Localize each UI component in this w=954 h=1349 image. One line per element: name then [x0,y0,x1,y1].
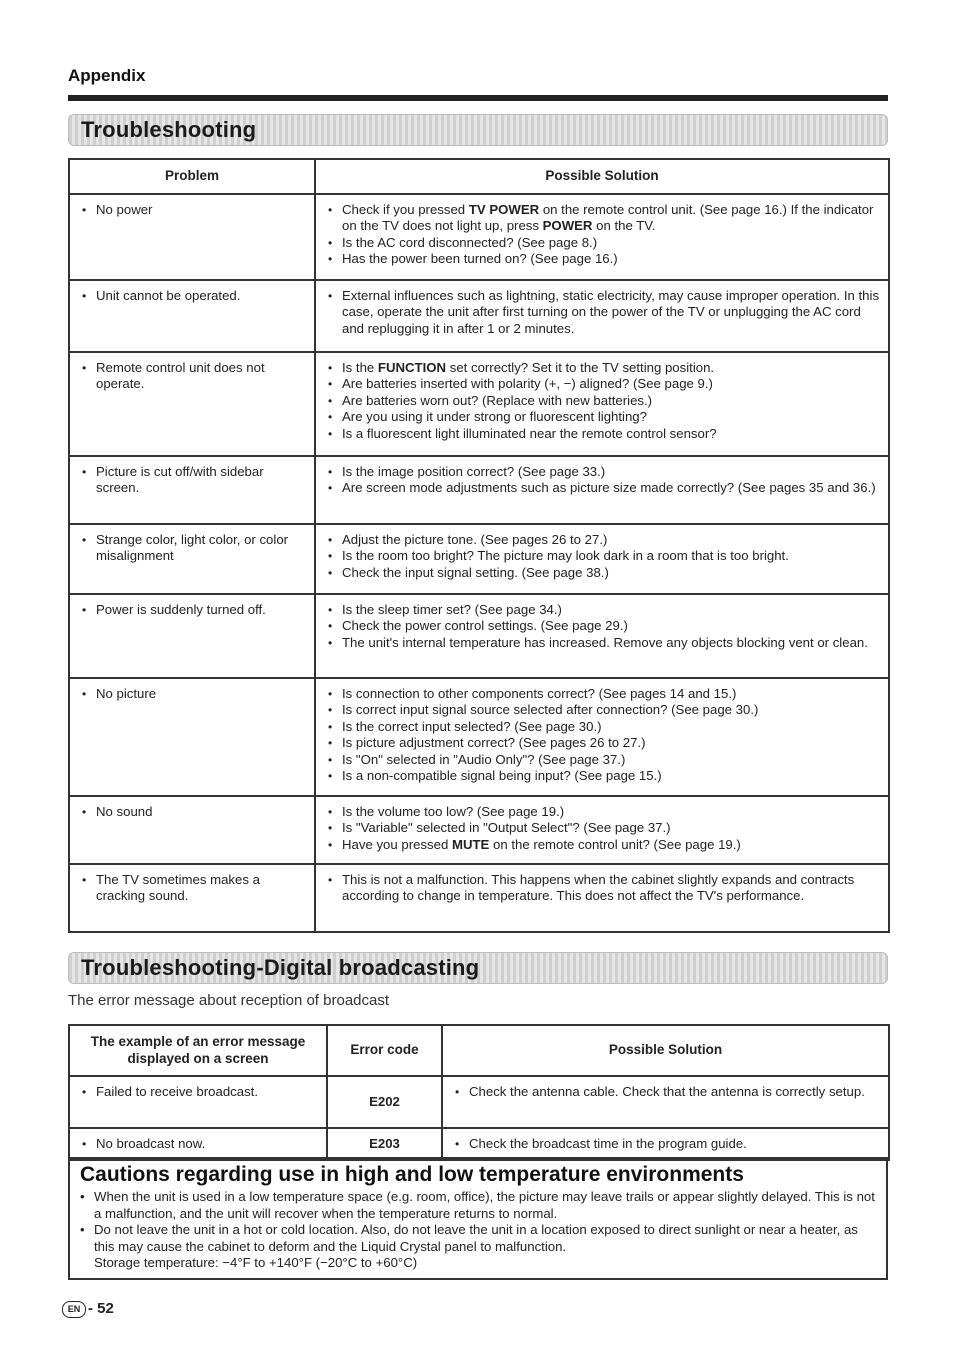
solution-text: Are batteries worn out? (Replace with new batteries.) [342,392,653,408]
table-row [69,594,889,678]
error-code-column-header: Error code [327,1025,442,1076]
solution-item [322,602,882,619]
section-header: Appendix [68,66,146,85]
solution-text: set correctly? Set it to the TV setting position. [446,359,715,375]
caution-title: Cautions regarding use in high and low temperature environments [80,1163,744,1186]
example-cell [69,1128,327,1160]
solution-text: Check the power control settings. (See page 29.) [342,618,628,633]
caution-box [68,1157,888,1280]
solution-text: Is picture adjustment correct? (See pages 26 to 27.) [342,735,646,750]
table-row [69,1128,889,1160]
solution-item [322,735,882,752]
problem-text: • Strange color, light color, or color misalignment [76,532,308,565]
problem-cell [69,456,315,524]
solution-text: Is the [342,359,378,375]
table-row [69,194,889,280]
solution-text: This is not a malfunction. This happens when the cabinet slightly expands and contracts according to change in temperature. This does not affect the TV's performance. [342,871,855,903]
solution-item [322,376,882,393]
solution-text: Is a fluorescent light illuminated near the remote control sensor? [342,425,717,441]
problem-text: • No sound [76,804,308,821]
problem-text: • Unit cannot be operated. [76,288,308,305]
solution-text: Is a non-compatible signal being input? (See page 15.) [342,768,662,783]
error-code-cell: E203 [327,1128,442,1160]
solution-text: Is correct input signal source selected after connection? (See page 30.) [342,702,759,717]
solution-cell [315,796,889,864]
solution-item [322,618,882,635]
solution-text: Is "On" selected in "Audio Only"? (See page 37.) [342,751,626,767]
digital-solution-cell [442,1076,889,1128]
problem-text: • No power [76,202,308,219]
solution-text: Have you pressed [342,836,452,852]
solution-item [322,288,882,338]
problem-cell [69,194,315,280]
digital-rows [69,1076,889,1160]
digital-title: Troubleshooting-Digital broadcasting [81,955,480,980]
header-rule [68,95,888,101]
problem-cell [69,524,315,594]
table-row [69,678,889,796]
example-column-header: The example of an error message displayed on a screen [69,1025,327,1076]
button-name: FUNCTION [377,359,447,375]
table-row [69,352,889,456]
problem-text: • Power is suddenly turned off. [76,602,308,619]
solution-text: Are batteries inserted with polarity (+, −) aligned? (See page 9.) [342,376,713,391]
solution-cell [315,194,889,280]
solution-item [322,251,882,268]
solution-text: Is the correct input selected? (See page 30.) [342,718,602,734]
solution-item [322,532,882,549]
solution-item [322,360,882,377]
solution-text: Are you using it under strong or fluorescent lighting? [342,409,647,424]
solution-item [322,565,882,582]
table-row [69,796,889,864]
digital-solution-cell [442,1128,889,1160]
solution-item [322,480,882,497]
problem-cell [69,796,315,864]
solution-text: Is connection to other components correct? (See pages 14 and 15.) [342,685,737,701]
error-message-text: • Failed to receive broadcast. [76,1084,320,1101]
solution-item [322,837,882,854]
solution-item [322,752,882,769]
table-row [69,456,889,524]
table-row [69,280,889,352]
solution-item [322,719,882,736]
digital-solution-column-header: Possible Solution [442,1025,889,1076]
problem-text: • No picture [76,686,308,703]
solution-cell [315,594,889,678]
troubleshooting-title-band [68,114,888,146]
solution-cell [315,352,889,456]
solution-cell [315,456,889,524]
solution-text: Check the input signal setting. (See page 38.) [342,564,609,580]
language-en-icon: EN [62,1301,86,1318]
solution-item [322,768,882,785]
solution-text: on the TV. [592,218,656,233]
solution-cell [315,524,889,594]
caution-item [80,1222,876,1272]
solution-item [322,426,882,443]
caution-item-text: Do not leave the unit in a hot or cold location. Also, do not leave the unit in a location exposed to direct sunlight or near a heater, as this may cause the cabinet to deform and the Liquid Crystal panel to malfunction. [94,1222,858,1254]
solution-item [322,235,882,252]
solution-item [322,548,882,565]
solution-item [322,202,882,235]
example-cell [69,1076,327,1128]
solution-column-header: Possible Solution [315,159,889,194]
problem-column-header: Problem [69,159,315,194]
problem-text: • Picture is cut off/with sidebar screen. [76,464,308,497]
solution-text: Adjust the picture tone. (See pages 26 to 27.) [342,531,608,547]
solution-text: External influences such as lightning, static electricity, may cause improper operation. In this case, operate the unit after first turning on the power of the TV or unplugging the AC cord and replugging it in after 1 or 2 minutes. [342,287,880,336]
solution-text: Check if you pressed [342,201,469,217]
solution-item [322,820,882,837]
solution-text: Is the volume too low? (See page 19.) [342,803,565,819]
button-name: MUTE [451,836,490,852]
table-row [69,524,889,594]
solution-item [322,464,882,481]
problem-text: • The TV sometimes makes a cracking sound. [76,872,308,905]
table-row [69,1076,889,1128]
caution-item: • When the unit is used in a low temperature space (e.g. room, office), the picture may leave trails or appear slightly delayed. This is not a malfunction, and the unit will recover when the temperature returns to normal. [80,1189,876,1222]
solution-text: Is the AC cord disconnected? (See page 8.) [342,234,598,250]
solution-cell [315,864,889,932]
problem-cell [69,864,315,932]
storage-temperature: Storage temperature: −4°F to +140°F (−20°C to +60°C) [94,1255,418,1270]
digital-error-table [68,1024,890,1161]
troubleshooting-title: Troubleshooting [81,117,257,142]
table-row [69,864,889,932]
error-code-cell: E202 [327,1076,442,1128]
solution-item: • Check the antenna cable. Check that the antenna is correctly setup. [449,1084,882,1101]
troubleshooting-rows [69,194,889,932]
problem-cell [69,352,315,456]
solution-text: on the remote control unit. (See page 16.) If the indicator on the TV does not light up, press [342,201,874,233]
problem-cell [69,678,315,796]
solution-item [322,686,882,703]
solution-text: Is the sleep timer set? (See page 34.) [342,601,562,617]
digital-subtitle: The error message about reception of broadcast [68,992,390,1009]
solution-cell [315,280,889,352]
page-number: - 52 [88,1300,114,1317]
solution-item [322,635,882,652]
solution-item: • Check the broadcast time in the program guide. [449,1136,882,1153]
button-name: TV POWER [468,201,540,217]
problem-cell [69,280,315,352]
solution-item [322,804,882,821]
solution-item [322,872,882,905]
solution-text: Is the room too bright? The picture may look dark in a room that is too bright. [342,548,789,563]
page-footer [62,1300,114,1318]
solution-text: on the remote control unit? (See page 19.) [489,836,741,852]
solution-text: Has the power been turned on? (See page 16.) [342,251,618,266]
button-name: POWER [542,218,593,233]
solution-text: The unit's internal temperature has increased. Remove any objects blocking vent or clean. [342,634,868,650]
problem-text: • Remote control unit does not operate. [76,360,308,393]
problem-cell [69,594,315,678]
error-message-text: • No broadcast now. [76,1136,320,1153]
solution-text: Are screen mode adjustments such as picture size made correctly? (See pages 35 and 36.) [342,480,876,495]
solution-text: Is "Variable" selected in "Output Select"? (See page 37.) [342,820,671,835]
solution-text: Is the image position correct? (See page 33.) [342,463,606,479]
solution-item [322,409,882,426]
digital-title-band [68,952,888,984]
solution-item [322,393,882,410]
solution-item [322,702,882,719]
solution-cell [315,678,889,796]
troubleshooting-table [68,158,890,933]
